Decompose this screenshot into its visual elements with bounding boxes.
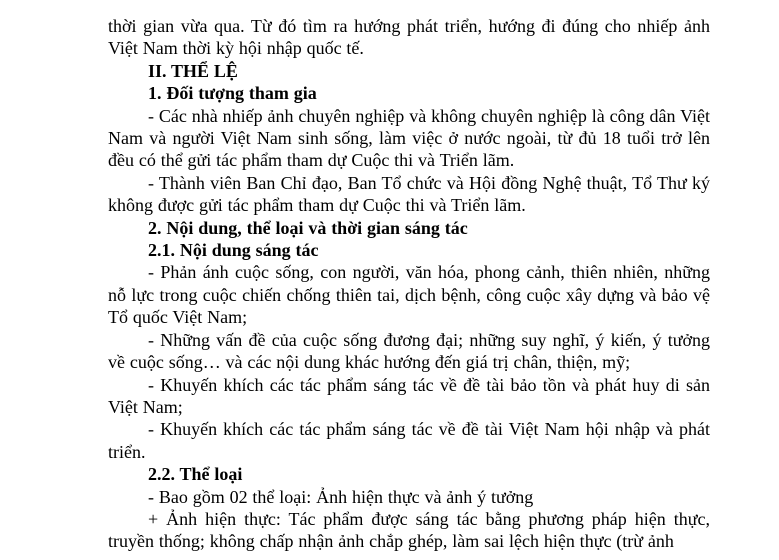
section-heading-noi-dung-sang-tac: 2.1. Nội dung sáng tác — [148, 240, 319, 261]
paragraph-eligibility-2: - Thành viên Ban Chỉ đạo, Ban Tổ chức và Hội đồng Nghệ thuật, Tổ Thư ký không được gửi tác phẩm tham dự Cuộc thi và Triển lãm. — [108, 172, 710, 216]
section-heading-the-loai: 2.2. Thể loại — [148, 464, 243, 485]
section-heading-noi-dung-the-loai: 2. Nội dung, thể loại và thời gian sáng tác — [148, 217, 468, 238]
paragraph-intro-continuation: thời gian vừa qua. Từ đó tìm ra hướng phát triển, hướng đi đúng cho nhiếp ảnh Việt Nam thời kỳ hội nhập quốc tế. — [108, 16, 710, 59]
paragraph-eligibility-1: - Các nhà nhiếp ảnh chuyên nghiệp và không chuyên nghiệp là công dân Việt Nam và người Việt Nam sinh sống, làm việc ở nước ngoài, từ đủ 18 tuổi trở lên đều có thể gửi tác phẩm tham dự Cuộc thi và Triển lãm. — [108, 105, 710, 171]
paragraph-content-1: - Phản ánh cuộc sống, con người, văn hóa, phong cảnh, thiên nhiên, những nỗ lực trong cuộc chiến chống thiên tai, dịch bệnh, công cuộc xây dựng và bảo vệ Tổ quốc Việt Nam; — [108, 262, 710, 328]
paragraph-content-3: - Khuyến khích các tác phẩm sáng tác về đề tài bảo tồn và phát huy di sản Việt Nam; — [108, 374, 710, 417]
paragraph-content-2: - Những vấn đề của cuộc sống đương đại; những suy nghĩ, ý kiến, ý tưởng về cuộc sống… và các nội dung khác hướng đến giá trị chân, thiện, mỹ; — [108, 329, 710, 373]
paragraph-content-4: - Khuyến khích các tác phẩm sáng tác về đề tài Việt Nam hội nhập và phát triển. — [108, 419, 710, 462]
section-heading-doi-tuong-tham-gia: 1. Đối tượng tham gia — [148, 83, 317, 104]
paragraph-genre-1: - Bao gồm 02 thể loại: Ảnh hiện thực và ảnh ý tưởng — [148, 486, 534, 507]
paragraph-genre-2: + Ảnh hiện thực: Tác phẩm được sáng tác bằng phương pháp hiện thực, truyền thống; không chấp nhận ảnh chắp ghép, làm sai lệch hiện thực (trừ ảnh — [108, 508, 710, 552]
section-heading-the-le: II. THỂ LỆ — [148, 60, 238, 81]
